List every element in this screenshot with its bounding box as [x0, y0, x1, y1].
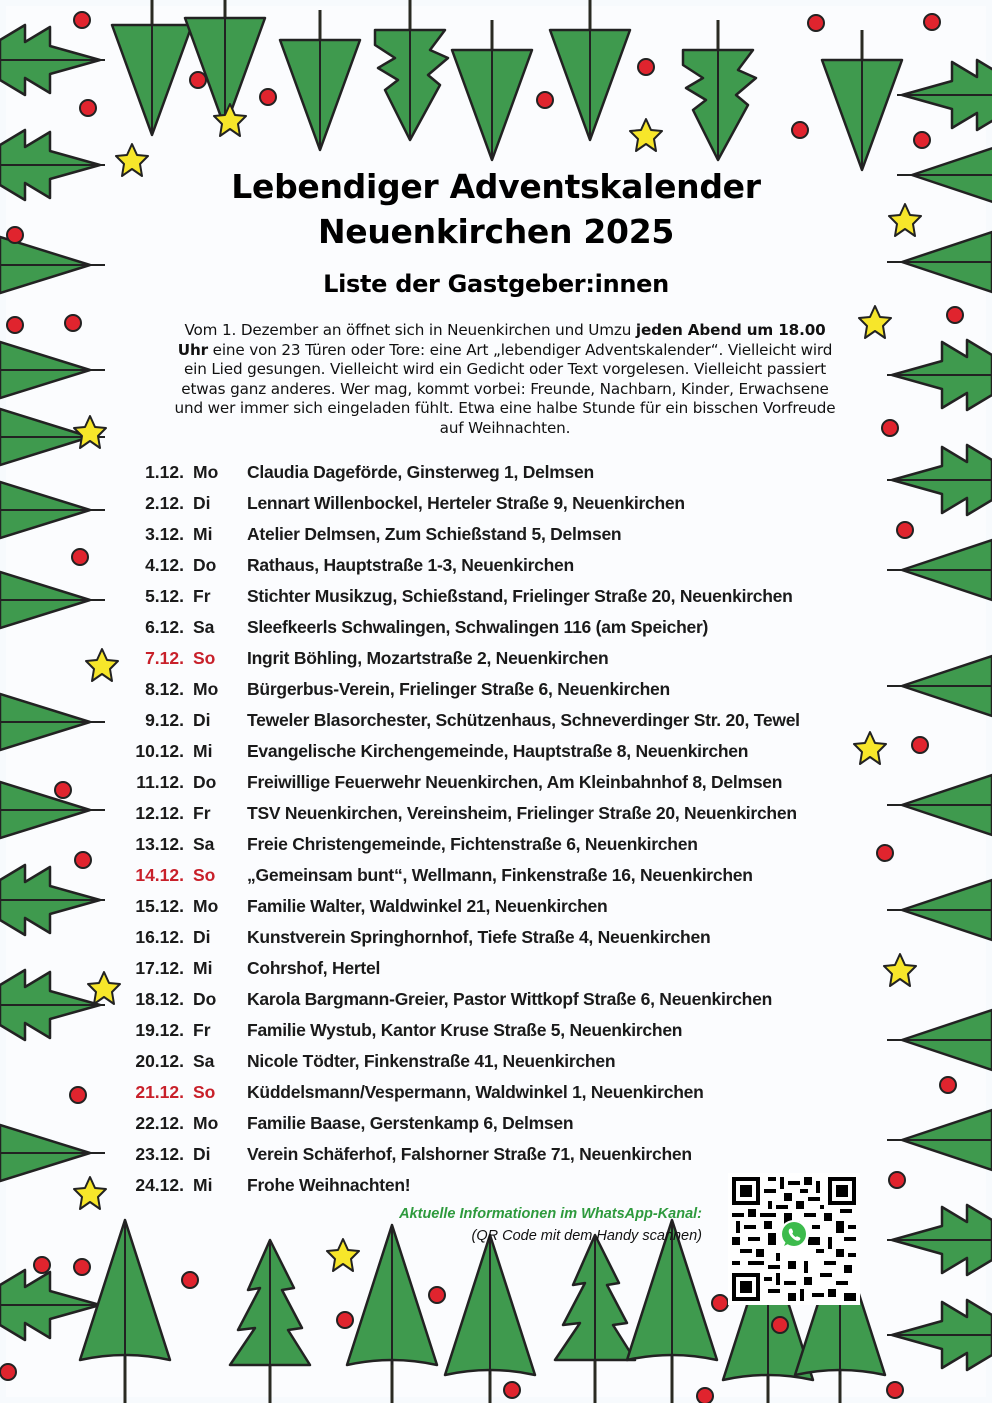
whatsapp-note — [399, 1203, 702, 1247]
calendar-row — [120, 550, 840, 581]
calendar-date: 4.12. — [145, 555, 184, 575]
calendar-row — [120, 519, 840, 550]
calendar-host: Karola Bargmann-Greier, Pastor Wittkopf Straße 6, Neuenkirchen — [247, 989, 773, 1009]
calendar-date: 20.12. — [135, 1051, 184, 1071]
calendar-row — [120, 953, 840, 984]
calendar-host: Freie Christengemeinde, Fichtenstraße 6, Neuenkirchen — [247, 834, 698, 854]
calendar-row — [120, 798, 840, 829]
calendar-row — [120, 736, 840, 767]
calendar-date: 16.12. — [135, 927, 184, 947]
calendar-row — [120, 1015, 840, 1046]
calendar-host: Cohrshof, Hertel — [247, 958, 381, 978]
calendar-date: 8.12. — [145, 679, 184, 699]
intro-time-highlight: jeden Abend um 18.00 Uhr — [177, 321, 826, 359]
calendar-date: 12.12. — [135, 803, 184, 823]
calendar-host: Frohe Weihnachten! — [247, 1175, 411, 1195]
calendar-row — [120, 1139, 840, 1170]
calendar-weekday: Sa — [193, 1051, 215, 1071]
calendar-row — [120, 705, 840, 736]
calendar-row — [120, 1077, 840, 1108]
calendar-weekday: Mo — [193, 896, 219, 916]
scan-hint-text: (QR Code mit dem Handy scannen) — [471, 1228, 702, 1244]
calendar-weekday: Di — [193, 1144, 211, 1164]
calendar-date: 11.12. — [136, 772, 184, 792]
calendar-date: 18.12. — [135, 989, 184, 1009]
calendar-host: Stichter Musikzug, Schießstand, Frielinger Straße 20, Neuenkirchen — [247, 586, 793, 606]
page-title-line1: Lebendiger Adventskalender — [231, 167, 761, 206]
calendar-host: Teweler Blasorchester, Schützenhaus, Schneverdinger Str. 20, Tewel — [247, 710, 800, 730]
calendar-host: Sleefkeerls Schwalingen, Schwalingen 116 (am Speicher) — [247, 617, 709, 637]
calendar-weekday: So — [193, 1082, 216, 1102]
calendar-row — [120, 922, 840, 953]
host-schedule-list — [120, 457, 840, 1201]
calendar-row — [120, 488, 840, 519]
calendar-host: Familie Wystub, Kantor Kruse Straße 5, Neuenkirchen — [247, 1020, 683, 1040]
calendar-host: Bürgerbus-Verein, Frielinger Straße 6, Neuenkirchen — [247, 679, 670, 699]
calendar-date: 5.12. — [145, 586, 184, 606]
calendar-date: 19.12. — [135, 1020, 184, 1040]
calendar-host: Nicole Tödter, Finkenstraße 41, Neuenkirchen — [247, 1051, 616, 1071]
calendar-row — [120, 984, 840, 1015]
calendar-host: „Gemeinsam bunt“, Wellmann, Finkenstraße 16, Neuenkirchen — [247, 865, 753, 885]
calendar-weekday: Mi — [193, 524, 213, 544]
calendar-row — [120, 457, 840, 488]
calendar-row — [120, 1046, 840, 1077]
calendar-weekday: So — [193, 865, 216, 885]
calendar-date: 3.12. — [145, 524, 184, 544]
calendar-date: 14.12. — [135, 865, 184, 885]
calendar-weekday: Fr — [193, 586, 211, 606]
intro-text-2: eine von 23 Türen oder Tore: eine Art „lebendiger Adventskalender“. Vielleicht wird ein Lied gesungen. Vielleicht wird ein Gedicht oder Text vorgelesen. Vielleicht passiert etwas ganz anderes. Wer mag, kommt vorbei: Freunde, Nachbarn, Kinder, Erwachsene und wer immer sich eingeladen fühlt. Etwa eine halbe Stunde für ein bisschen Vorfreude auf Weihnachten. — [174, 340, 836, 437]
calendar-date: 10.12. — [135, 741, 184, 761]
calendar-weekday: Di — [193, 710, 211, 730]
calendar-host: Küddelsmann/Vespermann, Waldwinkel 1, Neuenkirchen — [247, 1082, 704, 1102]
calendar-weekday: Mi — [193, 958, 213, 978]
calendar-host: Ingrit Böhling, Mozartstraße 2, Neuenkirchen — [247, 648, 609, 668]
calendar-host: Evangelische Kirchengemeinde, Hauptstraße 8, Neuenkirchen — [247, 741, 749, 761]
calendar-weekday: Do — [193, 555, 217, 575]
calendar-weekday: Sa — [193, 617, 215, 637]
calendar-weekday: Mo — [193, 679, 219, 699]
calendar-row — [120, 891, 840, 922]
page-subtitle: Liste der Gastgeber:innen — [323, 270, 669, 298]
calendar-weekday: Mi — [193, 741, 213, 761]
calendar-weekday: Fr — [193, 1020, 211, 1040]
calendar-row — [120, 674, 840, 705]
calendar-host: Freiwillige Feuerwehr Neuenkirchen, Am Kleinbahnhof 8, Delmsen — [247, 772, 783, 792]
calendar-row — [120, 643, 840, 674]
whatsapp-logo-icon — [778, 1219, 810, 1251]
calendar-row — [120, 829, 840, 860]
calendar-row — [120, 767, 840, 798]
calendar-host: Familie Baase, Gerstenkamp 6, Delmsen — [247, 1113, 574, 1133]
calendar-weekday: Do — [193, 772, 217, 792]
calendar-weekday: Do — [193, 989, 217, 1009]
page-title-line2: Neuenkirchen 2025 — [317, 212, 675, 251]
calendar-host: TSV Neuenkirchen, Vereinsheim, Frielinger Straße 20, Neuenkirchen — [247, 803, 797, 823]
calendar-weekday: Fr — [193, 803, 211, 823]
calendar-weekday: Sa — [193, 834, 215, 854]
calendar-date: 21.12. — [135, 1082, 184, 1102]
calendar-weekday: Mo — [193, 462, 219, 482]
calendar-weekday: Di — [193, 927, 211, 947]
calendar-date: 24.12. — [135, 1175, 184, 1195]
intro-text-1: Vom 1. Dezember an öffnet sich in Neuenkirchen und Umzu — [184, 321, 636, 339]
calendar-row — [120, 860, 840, 891]
calendar-host: Familie Walter, Waldwinkel 21, Neuenkirchen — [247, 896, 608, 916]
calendar-host: Lennart Willenbockel, Herteler Straße 9, Neuenkirchen — [247, 493, 685, 513]
calendar-host: Atelier Delmsen, Zum Schießstand 5, Delmsen — [247, 524, 622, 544]
calendar-weekday: Di — [193, 493, 211, 513]
whatsapp-channel-text: Aktuelle Informationen im WhatsApp-Kanal: — [399, 1206, 702, 1222]
calendar-host: Claudia Dageförde, Ginsterweg 1, Delmsen — [247, 462, 594, 482]
calendar-weekday: So — [193, 648, 216, 668]
calendar-date: 15.12. — [135, 896, 184, 916]
calendar-host: Kunstverein Springhornhof, Tiefe Straße 4, Neuenkirchen — [247, 927, 711, 947]
calendar-date: 13.12. — [135, 834, 184, 854]
calendar-date: 22.12. — [135, 1113, 184, 1133]
calendar-date: 9.12. — [145, 710, 184, 730]
calendar-weekday: Mi — [193, 1175, 213, 1195]
calendar-date: 2.12. — [145, 493, 184, 513]
calendar-host: Rathaus, Hauptstraße 1-3, Neuenkirchen — [247, 555, 574, 575]
calendar-row — [120, 612, 840, 643]
intro-paragraph — [170, 321, 840, 438]
calendar-row — [120, 581, 840, 612]
calendar-date: 6.12. — [145, 617, 184, 637]
calendar-row — [120, 1108, 840, 1139]
calendar-host: Verein Schäferhof, Falshorner Straße 71, Neuenkirchen — [247, 1144, 692, 1164]
calendar-date: 17.12. — [135, 958, 184, 978]
calendar-date: 7.12. — [145, 648, 184, 668]
calendar-date: 1.12. — [145, 462, 184, 482]
calendar-date: 23.12. — [135, 1144, 184, 1164]
calendar-weekday: Mo — [193, 1113, 219, 1133]
whatsapp-qr-code[interactable] — [728, 1173, 860, 1305]
